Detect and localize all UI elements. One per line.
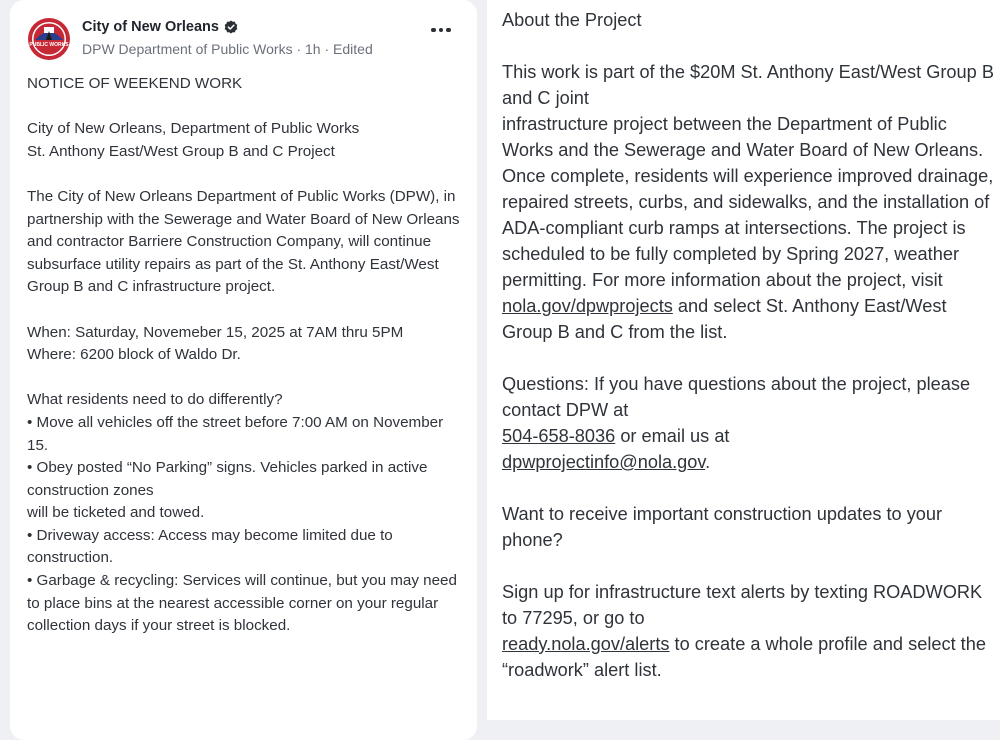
verified-badge-icon bbox=[224, 20, 238, 34]
dpw-projects-link[interactable]: nola.gov/dpwprojects bbox=[502, 296, 673, 316]
when-text: When: Saturday, Novemeber 15, 2025 at 7AM thru 5PM bbox=[27, 323, 404, 341]
email-prefix: or email us at bbox=[615, 426, 730, 446]
dpw-logo-icon bbox=[26, 16, 72, 62]
author-row bbox=[82, 19, 238, 35]
residents-heading: What residents need to do differently? bbox=[27, 391, 283, 409]
questions-paragraph bbox=[502, 371, 997, 475]
dot-icon bbox=[439, 28, 444, 33]
org-block bbox=[27, 118, 467, 163]
alerts-line bbox=[502, 631, 997, 683]
residents-block bbox=[27, 389, 467, 638]
questions-text: Questions: If you have questions about the project, please contact DPW at bbox=[502, 374, 971, 420]
phone-link[interactable]: 504-658-8036 bbox=[502, 426, 616, 446]
where-text: Where: 6200 block of Waldo Dr. bbox=[27, 346, 241, 364]
post-title: NOTICE OF WEEKEND WORK bbox=[27, 75, 243, 92]
about-text: infrastructure project between the Department of Public Works and the Sewerage and Water Board of New Orleans. Once complete, residents will experience improved drainage, repaired streets, curbs, and sidewalks, and the installation of ADA-compliant curb ramps at intersections. The project is scheduled to be fully completed by Spring 2027, weather permitting. For more information about the project, visit bbox=[502, 114, 994, 290]
about-heading: About the Project bbox=[502, 10, 642, 30]
bullet-item: will be ticketed and towed. bbox=[27, 504, 205, 522]
post-subtitle: DPW Department of Public Works · 1h · Edited bbox=[82, 41, 373, 57]
email-line bbox=[502, 449, 997, 475]
signup-paragraph bbox=[502, 579, 997, 683]
org-line: City of New Orleans, Department of Public Works bbox=[27, 120, 360, 138]
post-body bbox=[27, 73, 467, 660]
email-suffix: . bbox=[705, 452, 711, 472]
facebook-post-card bbox=[10, 0, 477, 740]
author-name[interactable]: City of New Orleans bbox=[82, 19, 219, 35]
post-continuation-panel bbox=[487, 0, 1000, 720]
bullet-item: • Driveway access: Access may become limited due to construction. bbox=[27, 526, 393, 567]
alerts-link[interactable]: ready.nola.gov/alerts bbox=[502, 634, 670, 654]
schedule-block bbox=[27, 322, 467, 367]
bullet-item: • Garbage & recycling: Services will continue, but you may need to place bins at the nearest accessible corner on your regular collection days if your street is blocked. bbox=[27, 572, 457, 635]
post-header bbox=[26, 16, 461, 60]
updates-question: Want to receive important construction updates to your phone? bbox=[502, 504, 943, 550]
phone-line bbox=[502, 423, 997, 449]
bullet-item: • Move all vehicles off the street before 7:00 AM on November 15. bbox=[27, 413, 444, 454]
intro-paragraph: The City of New Orleans Department of Public Works (DPW), in partnership with the Sewerage and Water Board of New Orleans and contractor Barriere Construction Company, will continue subsurface utility repairs as part of the St. Anthony East/West Group B and C infrastructure project. bbox=[27, 187, 460, 296]
bullet-item: • Obey posted “No Parking” signs. Vehicles parked in active construction zones bbox=[27, 459, 428, 499]
about-paragraph bbox=[502, 59, 997, 345]
about-text: and select St. Anthony East/West Group B and C from the list. bbox=[502, 296, 947, 342]
project-line: St. Anthony East/West Group B and C Project bbox=[27, 142, 335, 160]
email-link[interactable]: dpwprojectinfo@nola.gov bbox=[502, 452, 706, 472]
avatar[interactable] bbox=[26, 16, 72, 62]
about-text: This work is part of the $20M St. Anthony East/West Group B and C joint bbox=[502, 62, 994, 108]
about-section bbox=[502, 7, 997, 709]
svg-text:PUBLIC WORKS: PUBLIC WORKS bbox=[29, 42, 69, 48]
dot-icon bbox=[431, 28, 436, 33]
dot-icon bbox=[446, 28, 451, 33]
more-options-button[interactable] bbox=[431, 24, 455, 36]
alerts-suffix: to create a whole profile and select the “roadwork” alert list. bbox=[502, 634, 986, 680]
signup-text: Sign up for infrastructure text alerts by texting ROADWORK to 77295, or go to bbox=[502, 582, 983, 628]
